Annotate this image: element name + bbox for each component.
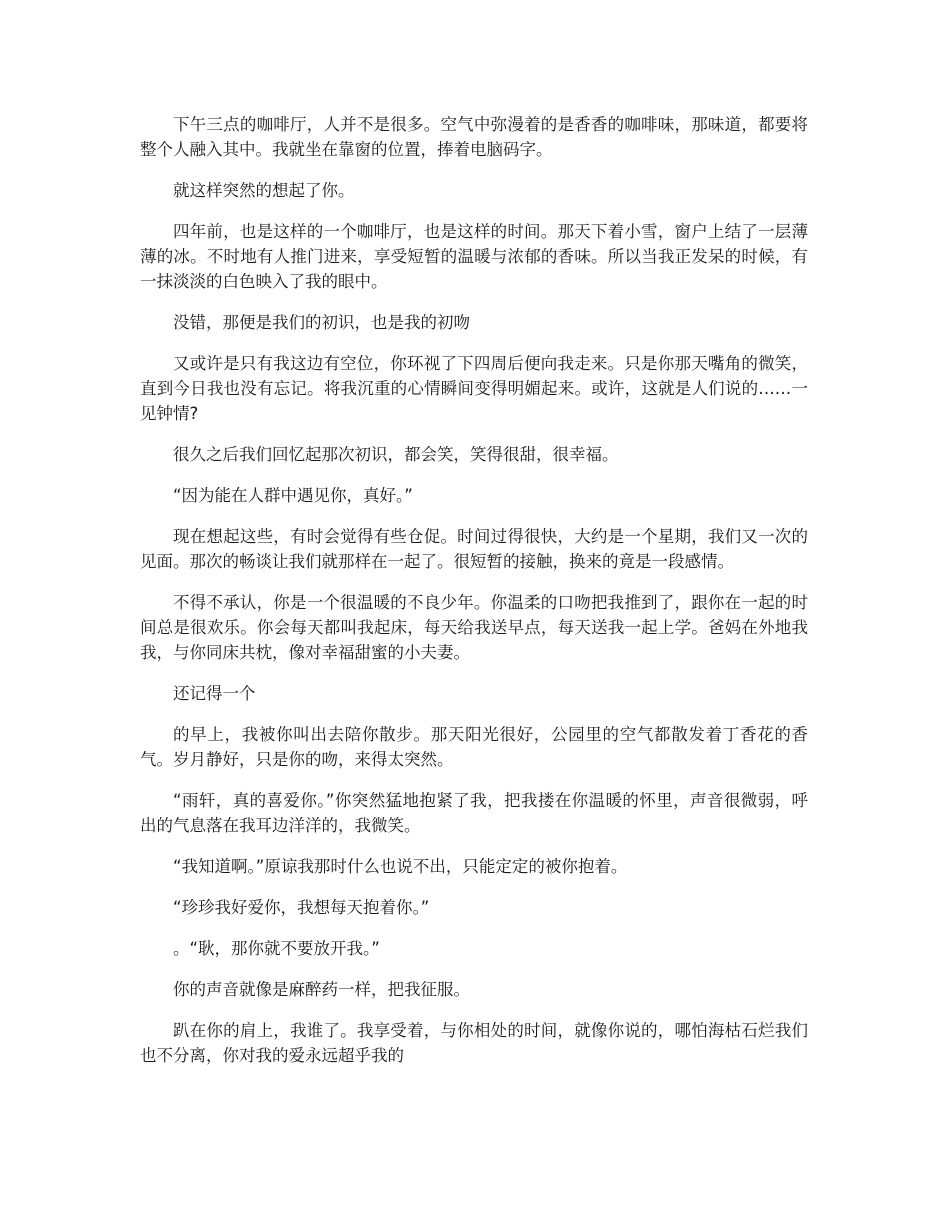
paragraph-15: 。“耿，那你就不要放开我。” — [173, 939, 380, 958]
paragraph-10: 还记得一个 — [173, 684, 256, 703]
paragraph-1: 下午三点的咖啡厅，人并不是很多。空气中弥漫着的是香香的咖啡味，那味道，都要将整个人融入其中。我就坐在靠窗的位置，捧着电脑码字。 — [140, 115, 808, 159]
document-body — [140, 112, 808, 1084]
paragraph-11: 的早上，我被你叫出去陪你散步。那天阳光很好，公园里的空气都散发着丁香花的香气。岁月静好，只是你的吻，来得太突然。 — [140, 725, 808, 769]
paragraph-4: 没错，那便是我们的初识，也是我的初吻 — [173, 313, 470, 332]
paragraph-16: 你的声音就像是麻醉药一样，把我征服。 — [173, 980, 470, 999]
paragraph-5: 又或许是只有我这边有空位，你环视了下四周后便向我走来。只是你那天嘴角的微笑，直到今日我也没有忘记。将我沉重的心情瞬间变得明媚起来。或许，这就是人们说的……一见钟情? — [140, 354, 808, 423]
paragraph-7: “因为能在人群中遇见你，真好。” — [173, 486, 413, 505]
paragraph-8: 现在想起这些，有时会觉得有些仓促。时间过得很快，大约是一个星期，我们又一次的见面。那次的畅谈让我们就那样在一起了。很短暂的接触，换来的竟是一段感情。 — [140, 527, 808, 571]
paragraph-3: 四年前，也是这样的一个咖啡厅，也是这样的时间。那天下着小雪，窗户上结了一层薄薄的冰。不时地有人推门进来，享受短暂的温暖与浓郁的香味。所以当我正发呆的时候，有一抹淡淡的白色映入了我的眼中。 — [140, 222, 808, 291]
paragraph-2: 就这样突然的想起了你。 — [173, 181, 355, 200]
paragraph-17: 趴在你的肩上，我谁了。我享受着，与你相处的时间，就像你说的，哪怕海枯石烂我们也不分离，你对我的爱永远超乎我的 — [140, 1021, 808, 1065]
paragraph-13: “我知道啊。”原谅我那时什么也说不出，只能定定的被你抱着。 — [173, 857, 628, 876]
paragraph-12: “雨轩，真的喜爱你。”你突然猛地抱紧了我，把我搂在你温暖的怀里，声音很微弱，呼出的气息落在我耳边洋洋的，我微笑。 — [140, 791, 808, 835]
paragraph-14: “珍珍我好爱你，我想每天抱着你。” — [173, 898, 430, 917]
paragraph-6: 很久之后我们回忆起那次初识，都会笑，笑得很甜，很幸福。 — [173, 445, 619, 464]
paragraph-9: 不得不承认，你是一个很温暖的不良少年。你温柔的口吻把我推到了，跟你在一起的时间总是很欢乐。你会每天都叫我起床，每天给我送早点，每天送我一起上学。爸妈在外地我我，与你同床共枕，像对幸福甜蜜的小夫妻。 — [140, 593, 808, 662]
